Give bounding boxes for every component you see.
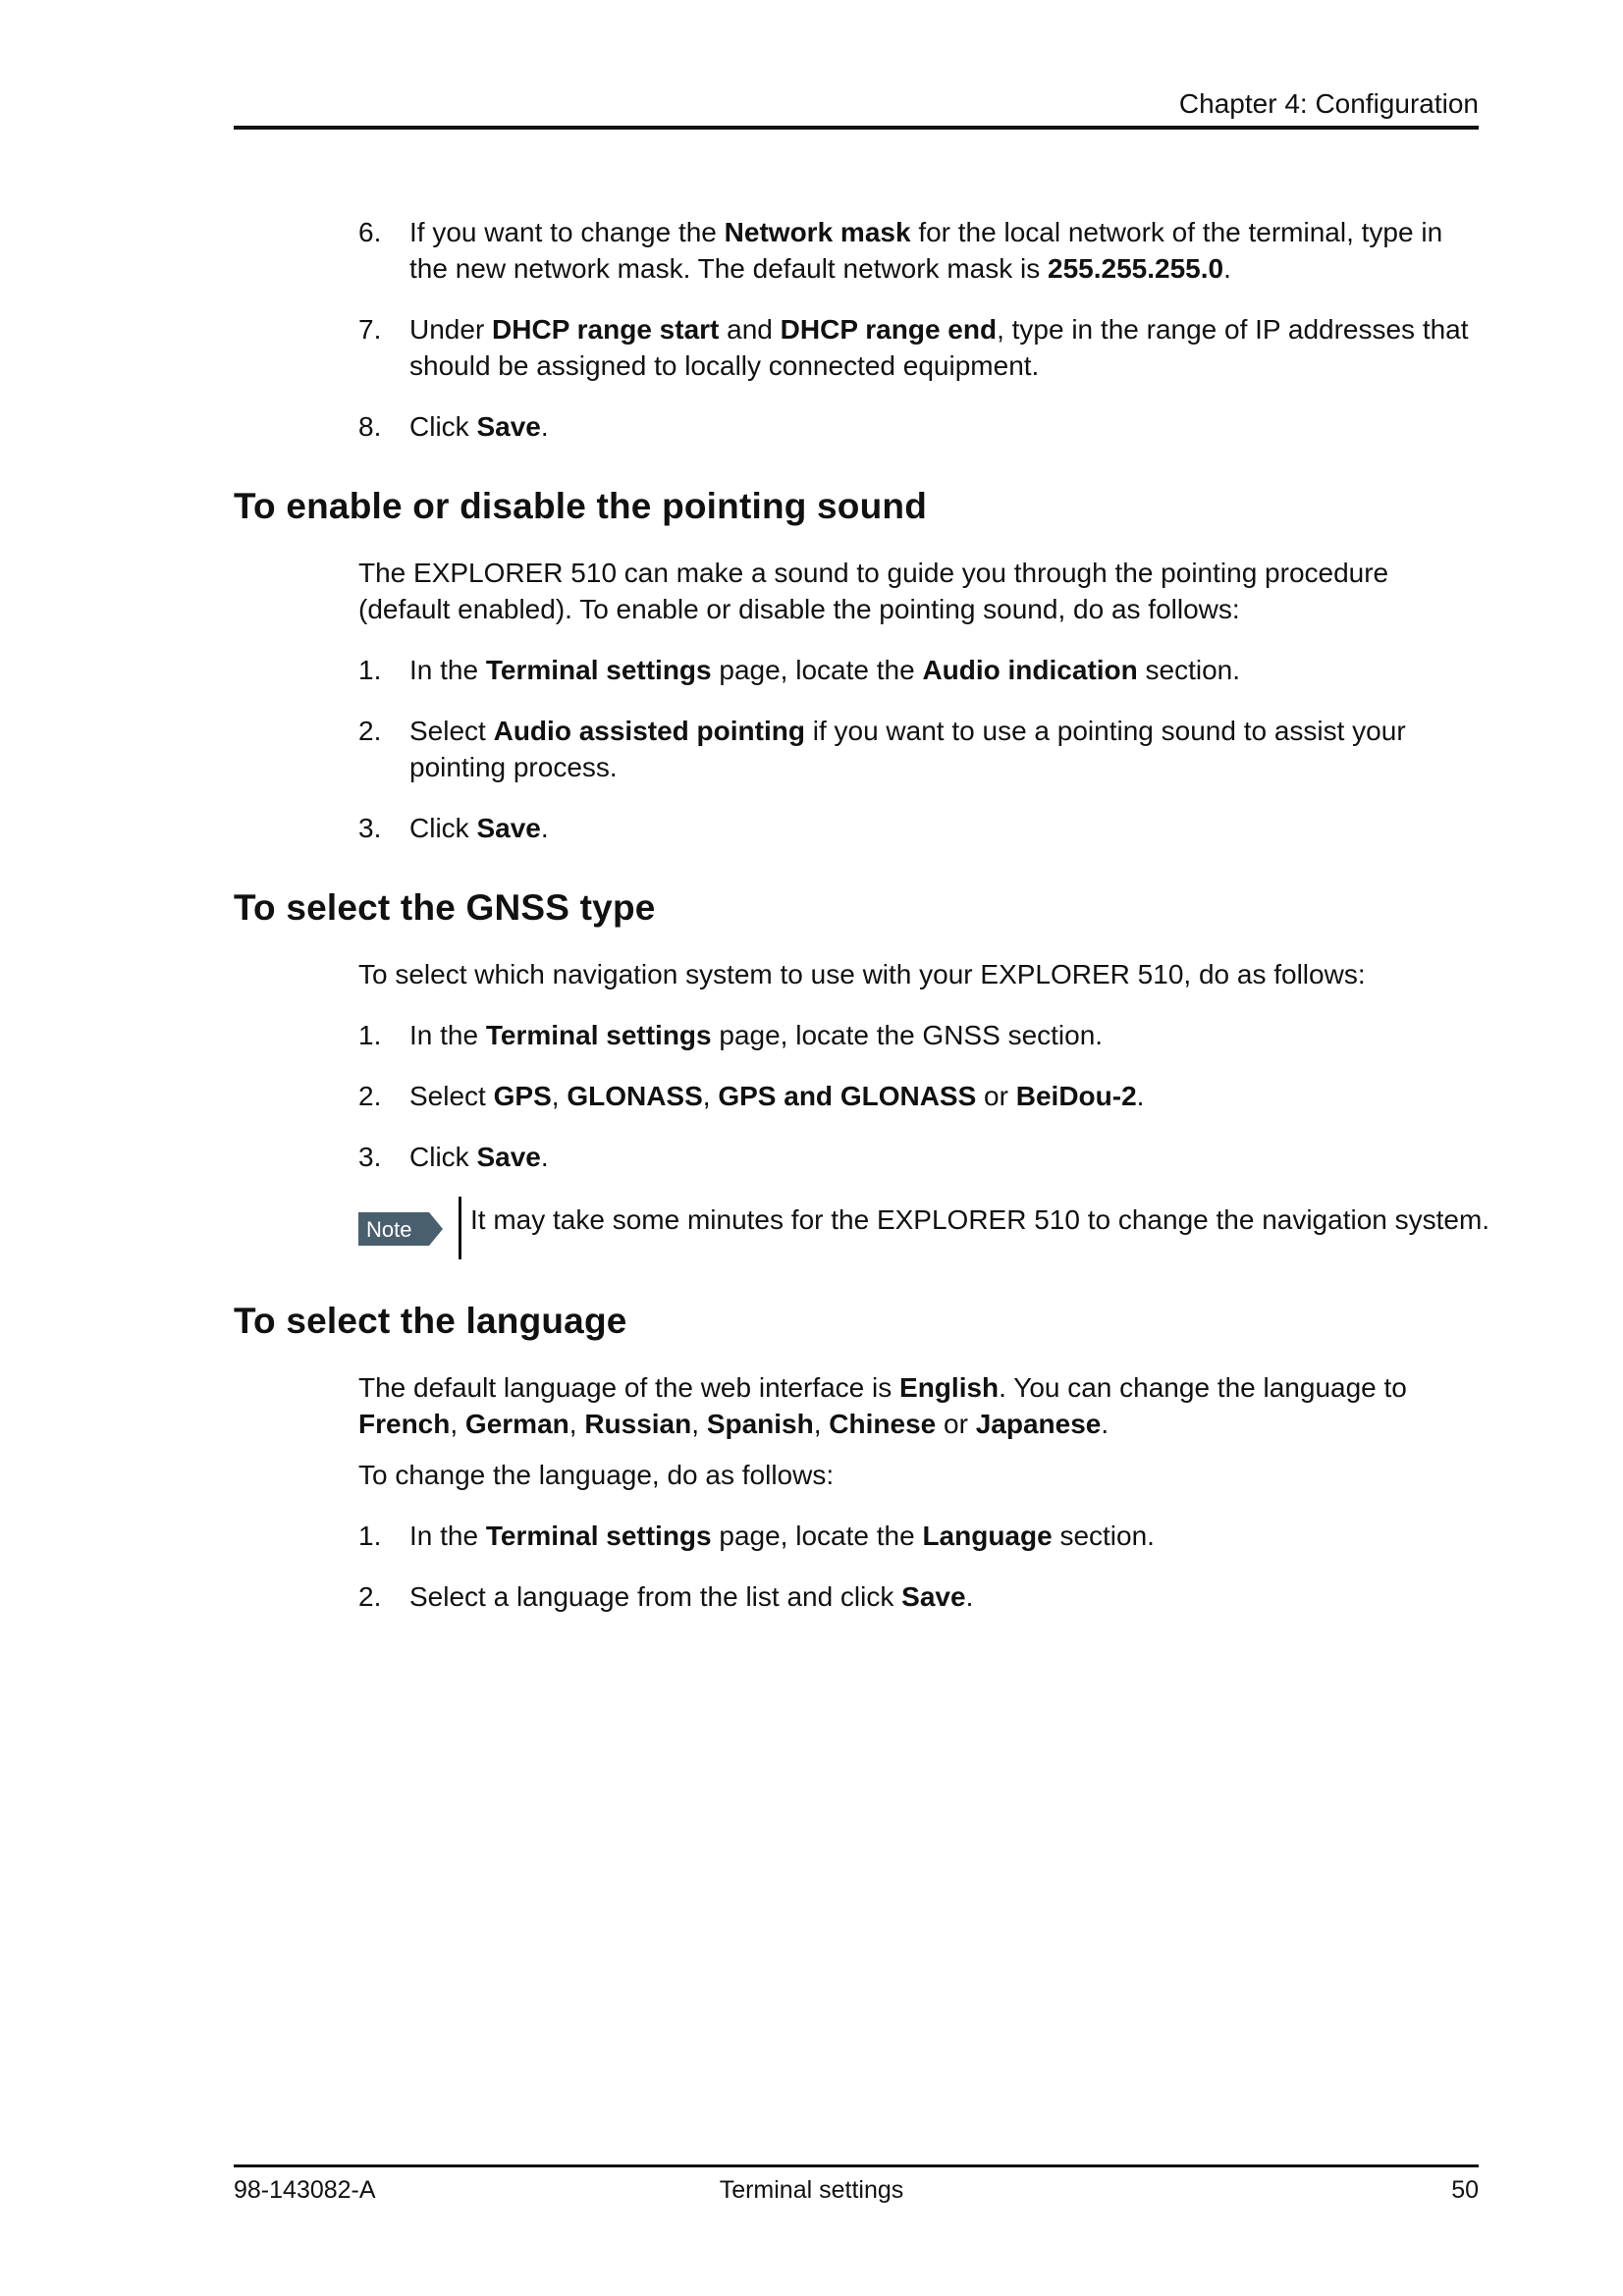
- list-item: 1. In the Terminal settings page, locate the GNSS section.: [358, 1020, 1104, 1050]
- section-heading-pointing-sound: To enable or disable the pointing sound: [234, 486, 928, 526]
- pointing-sound-section: [358, 555, 1479, 846]
- note-tag-icon: [358, 1212, 443, 1246]
- list-item: 6. If you want to change the Network mask for the local network of the terminal, type in the new network mask. The default network mask is 255.255.255.0.: [358, 217, 1443, 284]
- list-item: 8. Click Save.: [358, 411, 549, 442]
- note-label: Note: [366, 1217, 412, 1242]
- header-rule: [234, 126, 1479, 130]
- chapter-title: Chapter 4: Configuration: [1178, 88, 1479, 119]
- gnss-section: [358, 956, 1490, 1259]
- list-item: 2. Select Audio assisted pointing if you want to use a pointing sound to assist your pointing process.: [358, 716, 1406, 782]
- list-item: 1. In the Terminal settings page, locate the Language section.: [358, 1521, 1155, 1551]
- gnss-intro: To select which navigation system to use with your EXPLORER 510, do as follows:: [358, 959, 1366, 989]
- list-item: 3. Click Save.: [358, 1142, 549, 1172]
- note-text: It may take some minutes for the EXPLORER 510 to change the navigation system.: [470, 1204, 1490, 1235]
- network-steps-list: [358, 214, 1479, 445]
- list-item: 2. Select a language from the list and click Save.: [358, 1581, 974, 1612]
- footer-doc-number: 98-143082-A: [234, 2176, 376, 2204]
- language-section: [358, 1369, 1479, 1615]
- footer-section-title: Terminal settings: [719, 2176, 904, 2204]
- language-intro-2: To change the language, do as follows:: [358, 1460, 835, 1490]
- note-divider: [459, 1197, 461, 1259]
- language-intro: The default language of the web interface is English. You can change the language to French, German, Russian, Spanish, Chinese or Japanese.: [358, 1372, 1407, 1439]
- list-item: 2. Select GPS, GLONASS, GPS and GLONASS or BeiDou-2.: [358, 1081, 1145, 1111]
- page-content: [234, 214, 1490, 1639]
- note-box: [358, 1197, 1490, 1259]
- page-number: 50: [1451, 2176, 1479, 2204]
- list-item: 1. In the Terminal settings page, locate the Audio indication section.: [358, 655, 1241, 685]
- section-heading-language: To select the language: [234, 1301, 627, 1341]
- list-item: 7. Under DHCP range start and DHCP range end, type in the range of IP addresses that should be assigned to locally connected equipment.: [358, 314, 1469, 381]
- pointing-sound-intro: The EXPLORER 510 can make a sound to guide you through the pointing procedure (default enabled). To enable or disable the pointing sound, do as follows:: [358, 558, 1389, 624]
- footer-rule: [234, 2164, 1479, 2167]
- section-heading-gnss: To select the GNSS type: [234, 887, 656, 928]
- list-item: 3. Click Save.: [358, 813, 549, 843]
